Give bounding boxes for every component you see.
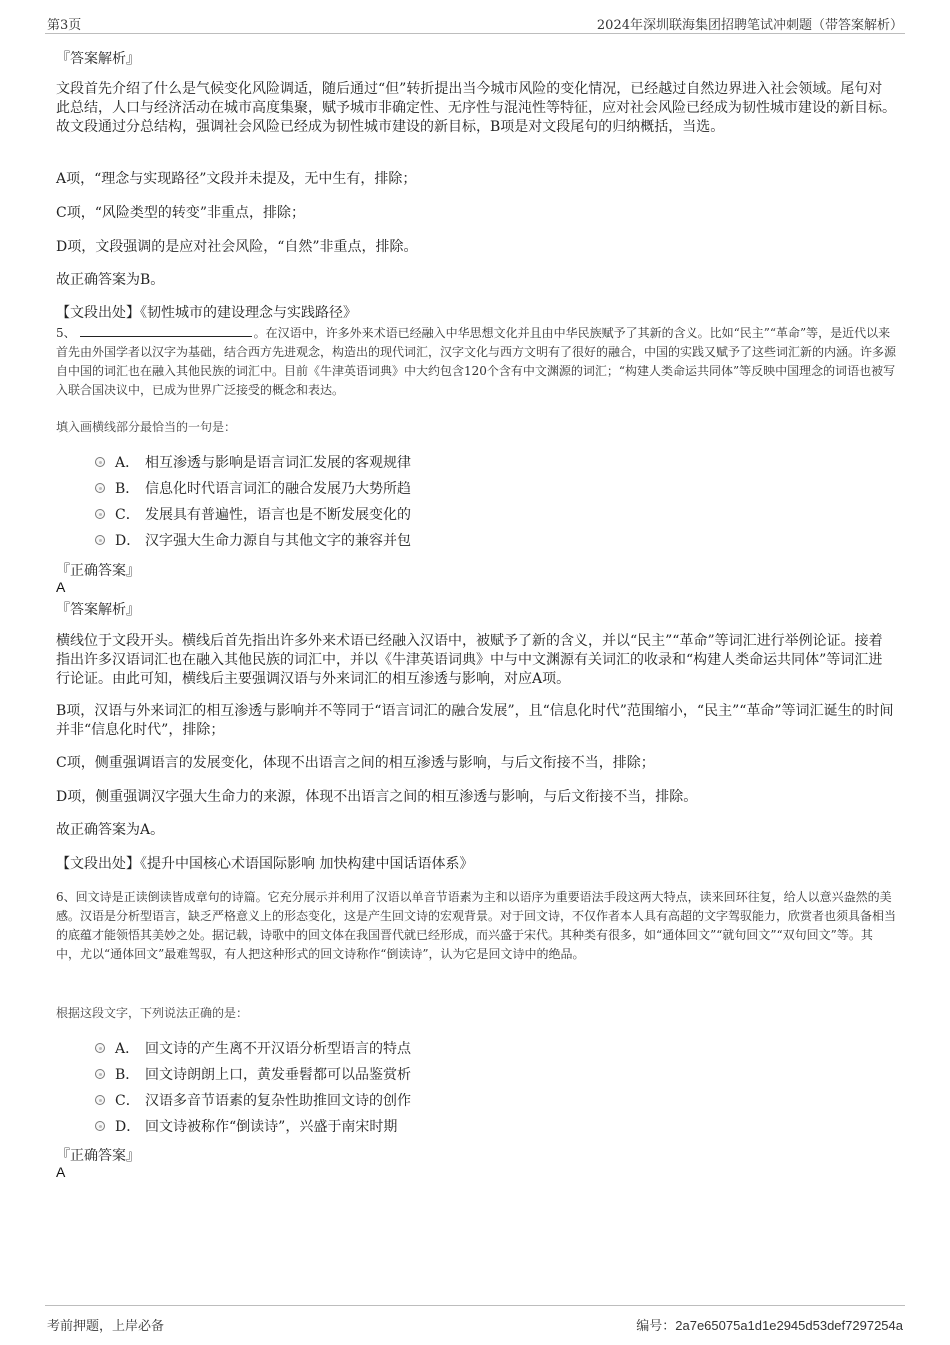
option-letter: A． [115, 455, 140, 471]
radio-button-icon[interactable] [95, 1095, 105, 1105]
radio-button-icon[interactable] [95, 509, 105, 519]
q4-analysis-option-c: C项，“风险类型的转变”非重点，排除； [56, 205, 306, 221]
code-value: 2a7e65075a1d1e2945d53def7297254a [675, 1318, 903, 1333]
q4-analysis-option-a: A项，“理念与实现路径”文段并未提及，无中生有，排除； [56, 171, 417, 187]
q6-prompt: 根据这段文字，下列说法正确的是： [56, 1006, 249, 1020]
q5-number: 5、 [56, 326, 76, 340]
option-text: 汉语多音节语素的复杂性助推回文诗的创作 [145, 1093, 411, 1109]
page-number: 第3页 [47, 18, 82, 33]
q5-text: 。在汉语中，许多外来术语已经融入中华思想文化并且由中华民族赋予了其新的含义。比如“民主”“革命”等，是近代以来首先由外国学者以汉字为基础，结合西方先进观念，构造出的现代词汇，汉字文化与西方文明有了很好的融合，中国的实践又赋予了这些词汇新的内涵。许多源自中国的词汇也在融入其他民族的词汇中。目前《牛津英语词典》中大约包含120个含有中文渊源的词汇；“构建人类命运共同体”等反映中国理念的词语也被写入联合国决议中，已成为世界广泛接受的概念和表达。 [56, 326, 897, 397]
option-letter: A． [115, 1041, 140, 1057]
option-letter: D． [115, 533, 141, 549]
option-letter: B． [115, 1067, 140, 1083]
option-text: 汉字强大生命力源自与其他文字的兼容并包 [145, 533, 411, 549]
q6-answer: A [56, 1164, 66, 1180]
q5-prompt: 填入画横线部分最恰当的一句是： [56, 420, 237, 434]
q5-analysis-option-b: B项，汉语与外来词汇的相互渗透与影响并不等同于“语言词汇的融合发展”，且“信息化时代”范围缩小，“民主”“革命”等词汇诞生的时间并非“信息化时代”，排除； [56, 703, 894, 738]
q5-answer: A [56, 579, 66, 595]
q5-analysis-option-d: D项，侧重强调汉字强大生命力的来源，体现不出语言之间的相互渗透与影响，与后文衔接不当，排除。 [56, 789, 698, 805]
document-title: 2024年深圳联海集团招聘笔试冲刺题（带答案解析） [596, 18, 903, 33]
document-code [636, 1315, 903, 1334]
q5-conclusion: 故正确答案为A。 [56, 822, 165, 838]
q4-analysis-paragraph: 文段首先介绍了什么是气候变化风险调适，随后通过“但”转折提出当今城市风险的变化情况，已经越过自然边界进入社会领域。尾句对此总结，人口与经济活动在城市高度集聚，赋予城市非确定性、无序性与混沌性等特征，应对社会风险已经成为韧性城市建设的新目标。故文段通过分总结构，强调社会风险已经成为韧性城市建设的新目标，B项是对文段尾句的归纳概括，当选。 [56, 81, 896, 135]
q4-analysis-option-d: D项，文段强调的是应对社会风险，“自然”非重点，排除。 [56, 239, 418, 255]
footer-slogan: 考前押题，上岸必备 [47, 1319, 165, 1334]
option-text: 发展具有普遍性，语言也是不断发展变化的 [145, 507, 411, 523]
radio-button-icon[interactable] [95, 483, 105, 493]
q4-analysis-label: 『答案解析』 [56, 51, 140, 67]
q5-stem [56, 324, 896, 400]
q5-answer-label: 『正确答案』 [56, 563, 140, 579]
option-letter: D． [115, 1119, 141, 1135]
option-text: 相互渗透与影响是语言词汇发展的客观规律 [145, 455, 411, 471]
q6-stem: 6、回文诗是正读倒读皆成章句的诗篇。它充分展示并利用了汉语以单音节语素为主和以语序为重要语法手段这两大特点，读来回环往复，给人以意兴盎然的美感。汉语是分析型语言，缺乏严格意义上的形态变化，这是产生回文诗的宏观背景。对于回文诗，不仅作者本人具有高超的文字驾驭能力，欣赏者也须具备相当的底蕴才能领悟其美妙之处。据记载，诗歌中的回文体在我国晋代就已经形成，而兴盛于宋代。其种类有很多，如“通体回文”“就句回文”“双句回文”等。其中，尤以“通体回文”最难驾驭，有人把这种形式的回文诗称作“倒读诗”，认为它是回文诗中的绝品。 [56, 890, 897, 961]
q4-source: 【文段出处】《韧性城市的建设理念与实践路径》 [56, 305, 357, 321]
option-letter: B． [115, 481, 140, 497]
q5-analysis-option-c: C项，侧重强调语言的发展变化，体现不出语言之间的相互渗透与影响，与后文衔接不当，排除； [56, 755, 655, 771]
q5-analysis-label: 『答案解析』 [56, 602, 140, 618]
fill-in-blank [80, 324, 252, 337]
option-text: 回文诗朗朗上口，黄发垂髫都可以品鉴赏析 [145, 1067, 411, 1083]
option-letter: C． [115, 507, 140, 523]
option-text: 信息化时代语言词汇的融合发展乃大势所趋 [145, 481, 411, 497]
q5-analysis-paragraph: 横线位于文段开头。横线后首先指出许多外来术语已经融入汉语中，被赋予了新的含义，并以“民主”“革命”等词汇进行举例论证。接着指出许多汉语词汇也在融入其他民族的词汇中，并以《牛津英语词典》中与中文渊源有关词汇的收录和“构建人类命运共同体”等词汇进行论证。由此可知，横线后主要强调汉语与外来词汇的相互渗透与影响，对应A项。 [56, 633, 883, 687]
q6-answer-label: 『正确答案』 [56, 1148, 140, 1164]
code-label: 编号： [636, 1319, 676, 1334]
radio-button-icon[interactable] [95, 535, 105, 545]
option-letter: C． [115, 1093, 140, 1109]
radio-button-icon[interactable] [95, 1043, 105, 1053]
radio-button-icon[interactable] [95, 1121, 105, 1131]
q4-conclusion: 故正确答案为B。 [56, 272, 165, 288]
page-footer [45, 1305, 905, 1335]
radio-button-icon[interactable] [95, 457, 105, 467]
q5-source: 【文段出处】《提升中国核心术语国际影响 加快构建中国话语体系》 [56, 856, 474, 872]
option-text: 回文诗被称作“倒读诗”，兴盛于南宋时期 [145, 1119, 398, 1135]
option-text: 回文诗的产生离不开汉语分析型语言的特点 [145, 1041, 411, 1057]
page-header [45, 12, 905, 34]
radio-button-icon[interactable] [95, 1069, 105, 1079]
